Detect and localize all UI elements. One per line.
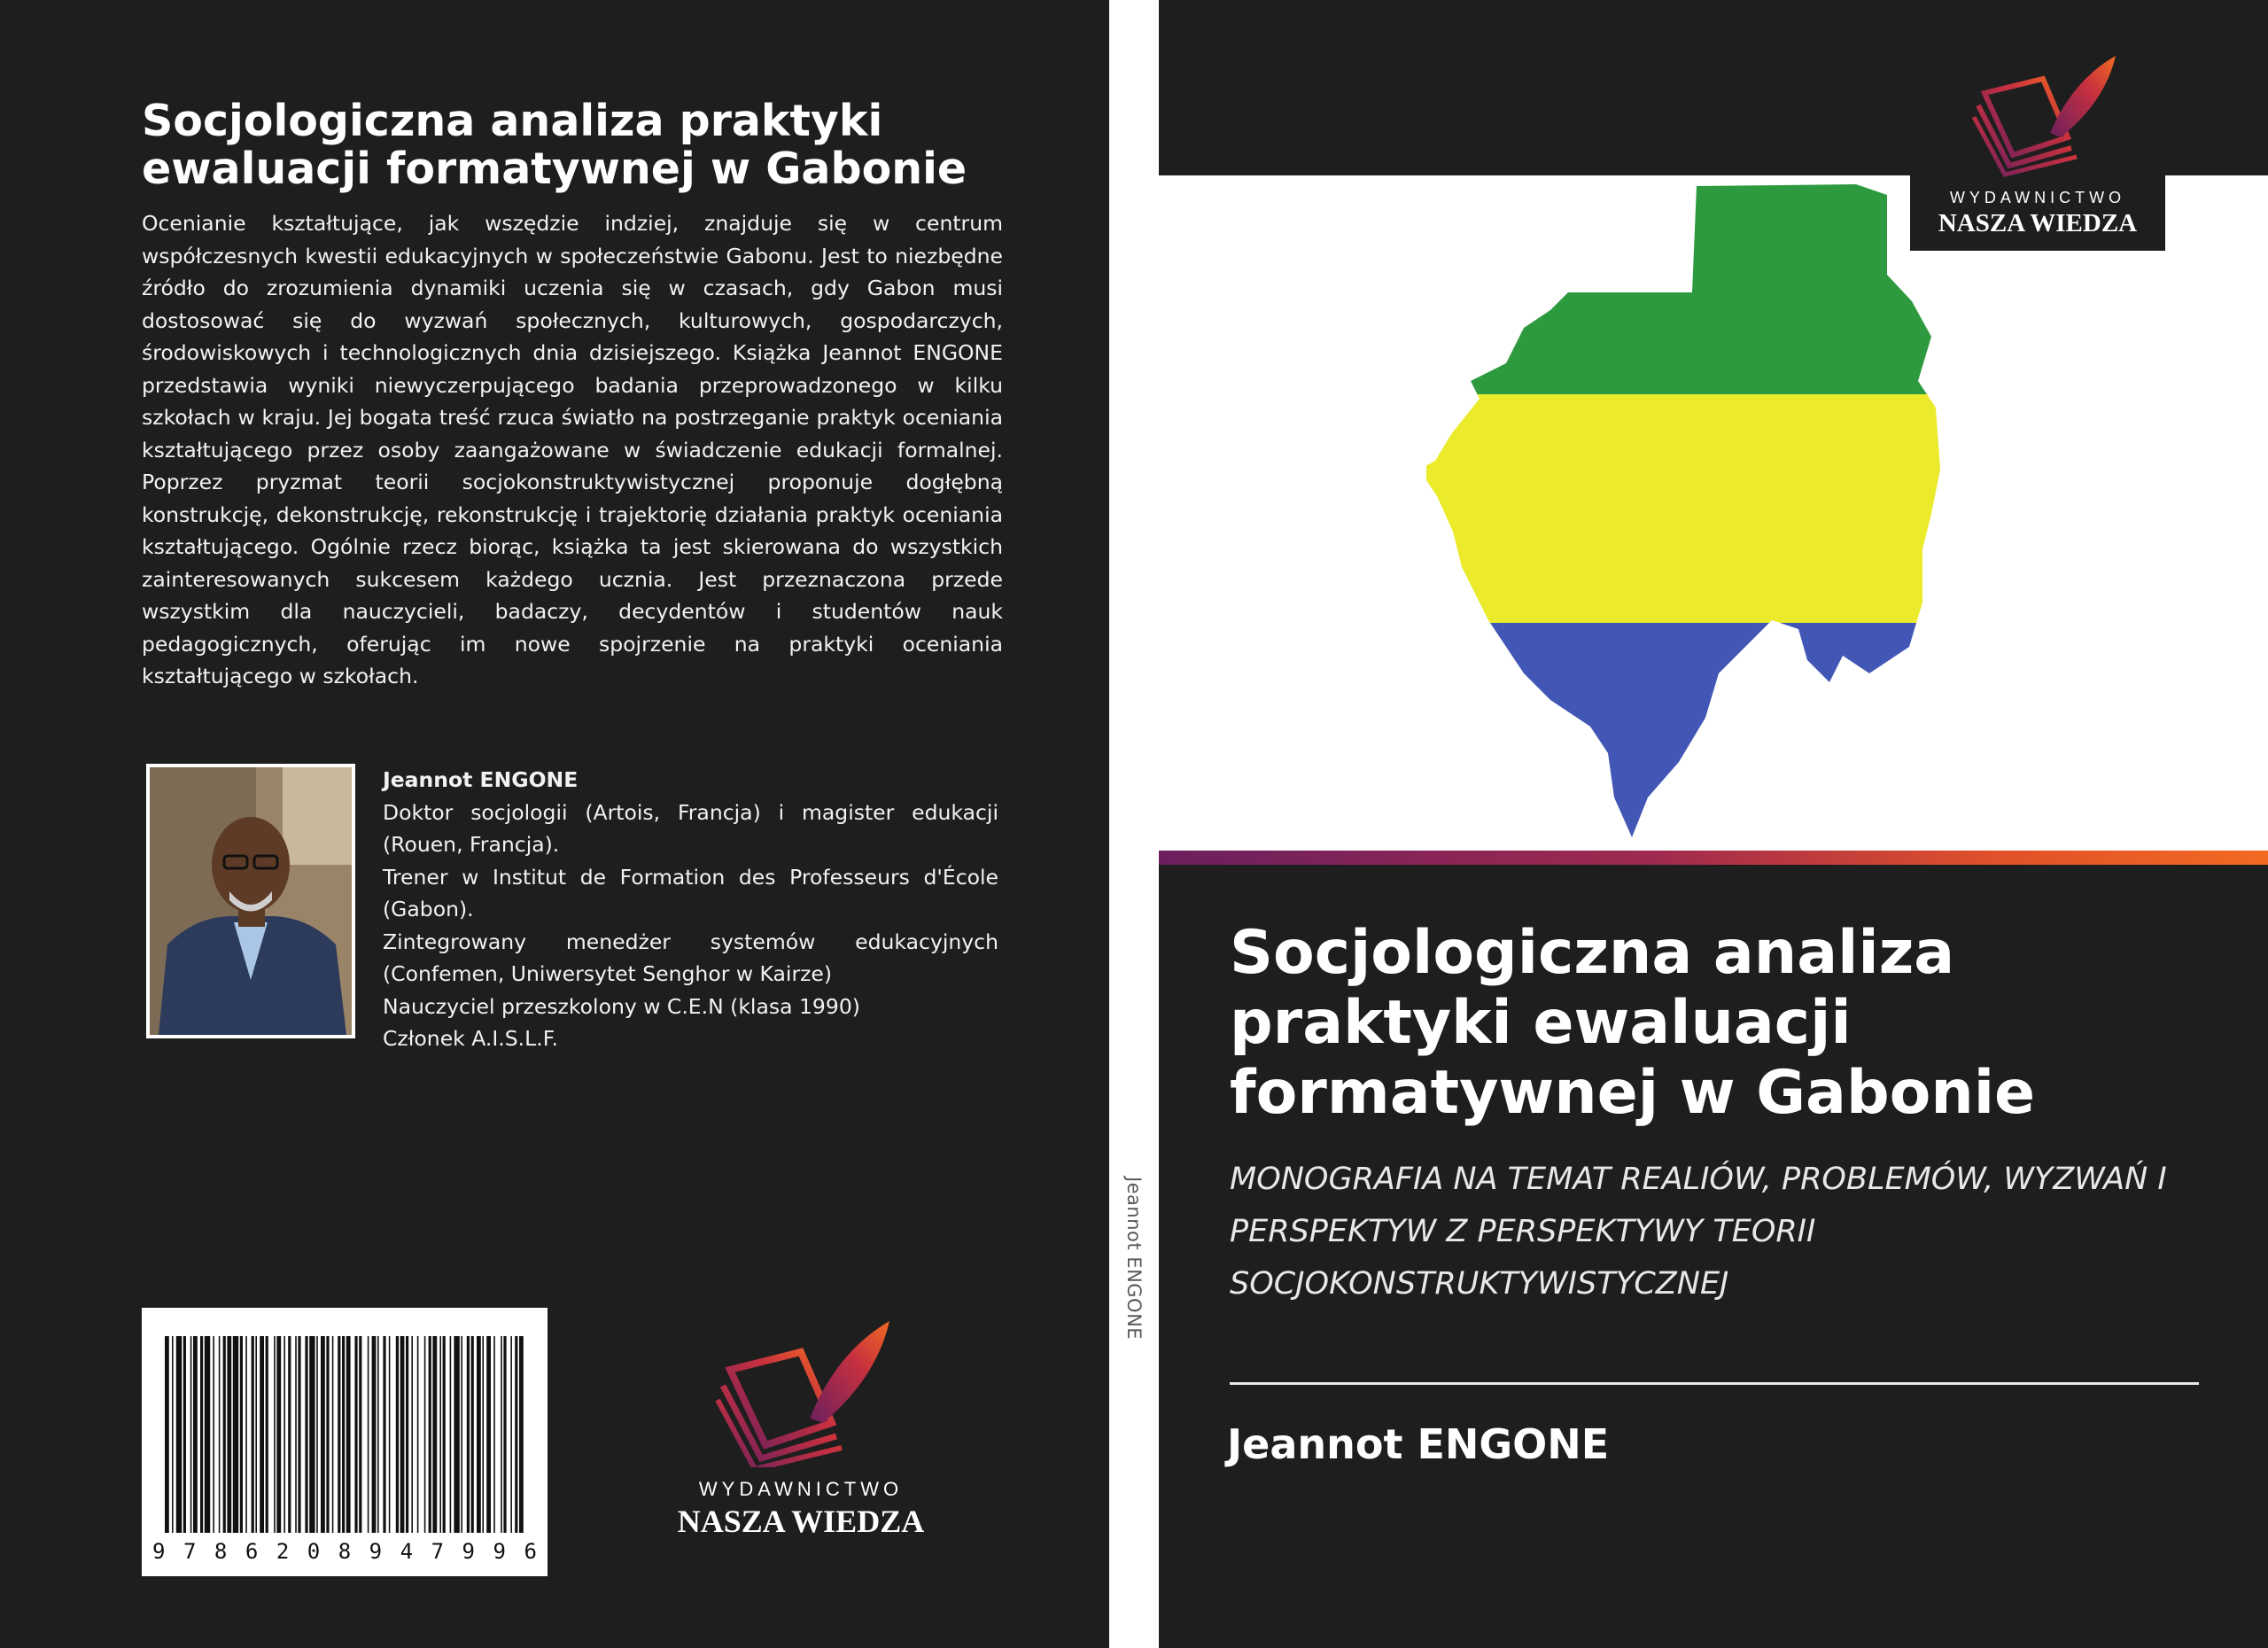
book-quill-logo-icon: [668, 1317, 934, 1467]
author-portrait-image: [150, 767, 352, 1035]
isbn-digit: 9: [462, 1539, 475, 1564]
author-bio-line: Nauczyciel przeszkolony w C.E.N (klasa 1990): [383, 993, 860, 1019]
back-cover-blurb: Ocenianie kształtujące, jak wszędzie indziej, znajduje się w centrum współczesnych kwestii edukacyjnych w społeczeństwie Gabonu. Jest to niezbędne źródło do zrozumienia dynamiki uczenia się w czasach, gdy Gabon musi dostosować się do wyzwań społecznych, kulturowych, gospodarczych, środowiskowych i technologicznych dnia dzisiejszego. Książka Jeannot ENGONE przedstawia wyniki niewyczerpującego badania przeprowadzonego w kilku szkołach w kraju. Jej bogata treść rzuca światło na postrzeganie praktyk oceniania kształtującego przez osoby zaangażowane w świadczenie edukacji formalnej. Poprzez pryzmat teorii socjokonstruktywistycznej proponuje dogłębną konstrukcję, dekonstrukcję, rekonstrukcję i trajektorię działania praktyk oceniania kształtującego. Ogólnie rzecz biorąc, książka ta jest skierowana do wszystkich zainteresowanych sukcesem każdego ucznia. Jest przeznaczona przede wszystkim dla nauczycieli, badaczy, decydentów i studentów nauk pedagogicznych, oferując im nowe spojrzenie na praktyki oceniania kształtującego w szkołach.: [142, 211, 1003, 688]
accent-gradient-bar: [1159, 851, 2268, 865]
author-bio: [383, 764, 998, 1055]
back-cover-title: Socjologiczna analiza praktyki ewaluacji formatywnej w Gabonie: [142, 96, 967, 194]
front-cover-author: Jeannot ENGONE: [1227, 1420, 1610, 1468]
front-divider-line: [1230, 1382, 2199, 1385]
isbn-digit: 9: [493, 1539, 506, 1564]
publisher-logo-front: [1910, 49, 2165, 251]
publisher-logo-back: [668, 1317, 934, 1538]
front-cover-title: Socjologiczna analiza praktyki ewaluacji formatywnej w Gabonie: [1230, 918, 2036, 1128]
isbn-digit: 7: [183, 1539, 197, 1564]
publisher-logo-big-text: NASZA WIEDZA: [677, 1504, 925, 1539]
barcode-bars: [142, 1308, 548, 1576]
gabon-flag-map: [1426, 177, 2029, 851]
publisher-logo-small-text: WYDAWNICTWO: [1949, 189, 2126, 206]
author-bio-line: Doktor socjologii (Artois, Francja) i magister edukacji (Rouen, Francja).: [383, 799, 998, 857]
isbn-digits: [152, 1539, 537, 1564]
isbn-digit: 6: [524, 1539, 537, 1564]
flag-yellow-stripe: [1426, 394, 2029, 623]
isbn-digit: 0: [307, 1539, 321, 1564]
isbn-digit: 7: [431, 1539, 445, 1564]
isbn-digit: 6: [245, 1539, 259, 1564]
isbn-digit: 9: [152, 1539, 166, 1564]
author-bio-line: Trener w Institut de Formation des Professeurs d'École (Gabon).: [383, 864, 998, 921]
isbn-digit: 9: [369, 1539, 383, 1564]
gabon-map-icon: [1426, 177, 2029, 851]
book-quill-logo-icon: [1910, 49, 2165, 182]
isbn-digit: 2: [276, 1539, 290, 1564]
isbn-digit: 4: [400, 1539, 414, 1564]
author-bio-name: Jeannot ENGONE: [383, 767, 579, 792]
author-bio-line: Zintegrowany menedżer systemów edukacyjnych (Confemen, Uniwersytet Senghor w Kairze): [383, 929, 998, 986]
author-photo: [146, 764, 355, 1038]
spine-author: Jeannot ENGONE: [1123, 1176, 1145, 1341]
isbn-digit: 8: [214, 1539, 228, 1564]
spine: [1109, 0, 1159, 1648]
flag-blue-stripe: [1426, 623, 2029, 851]
author-bio-line: Członek A.I.S.L.F.: [383, 1026, 558, 1051]
publisher-logo-small-text: WYDAWNICTWO: [698, 1478, 904, 1500]
isbn-barcode: [142, 1308, 548, 1576]
publisher-logo-big-text: NASZA WIEDZA: [1938, 209, 2138, 237]
isbn-digit: 8: [338, 1539, 352, 1564]
front-cover-subtitle: MONOGRAFIA NA TEMAT REALIÓW, PROBLEMÓW, WYZWAŃ I PERSPEKTYW Z PERSPEKTYWY TEORII SOCJOKONSTRUKTYWISTYCZNEJ: [1230, 1162, 2167, 1302]
